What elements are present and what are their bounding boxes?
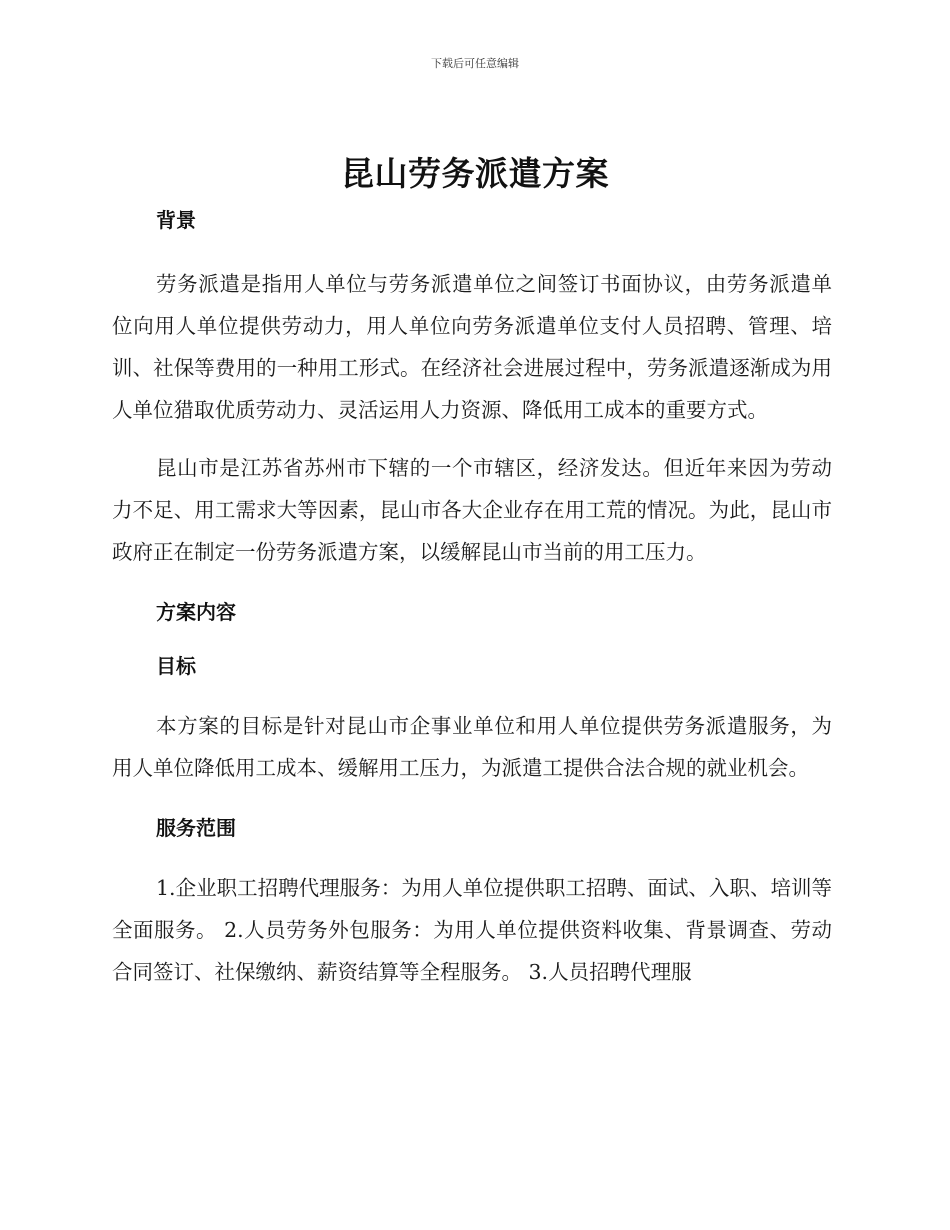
section-heading-plan: 方案内容 [156, 600, 236, 624]
section-heading-goal: 目标 [156, 654, 196, 678]
document-title: 昆山劳务派遣方案 [341, 154, 609, 193]
section-heading-background: 背景 [156, 208, 196, 232]
paragraph-background-1: 劳务派遣是指用人单位与劳务派遣单位之间签订书面协议，由劳务派遣单位向用人单位提供劳动力，用人单位向劳务派遣单位支付人员招聘、管理、培训、社保等费用的一种用工形式。在经济社会进展过程中，劳务派遣逐渐成为用人单位猎取优质劳动力、灵活运用人力资源、降低用工成本的重要方式。 [112, 272, 832, 422]
paragraph-background-2: 昆山市是江苏省苏州市下辖的一个市辖区，经济发达。但近年来因为劳动力不足、用工需求大等因素，昆山市各大企业存在用工荒的情况。为此，昆山市政府正在制定一份劳务派遣方案，以缓解昆山市当前的用工压力。 [112, 456, 832, 564]
paragraph-goal: 本方案的目标是针对昆山市企事业单位和用人单位提供劳务派遣服务，为用人单位降低用工成本、缓解用工压力，为派遣工提供合法合规的就业机会。 [112, 714, 832, 780]
header-note: 下载后可任意编辑 [431, 57, 519, 70]
section-heading-scope: 服务范围 [156, 816, 236, 840]
document-body [112, 205, 832, 993]
paragraph-scope: 1.企业职工招聘代理服务：为用人单位提供职工招聘、面试、入职、培训等全面服务。 2.人员劳务外包服务：为用人单位提供资料收集、背景调查、劳动合同签订、社保缴纳、薪资结算等全程服务。 3.人员招聘代理服 [112, 876, 832, 984]
